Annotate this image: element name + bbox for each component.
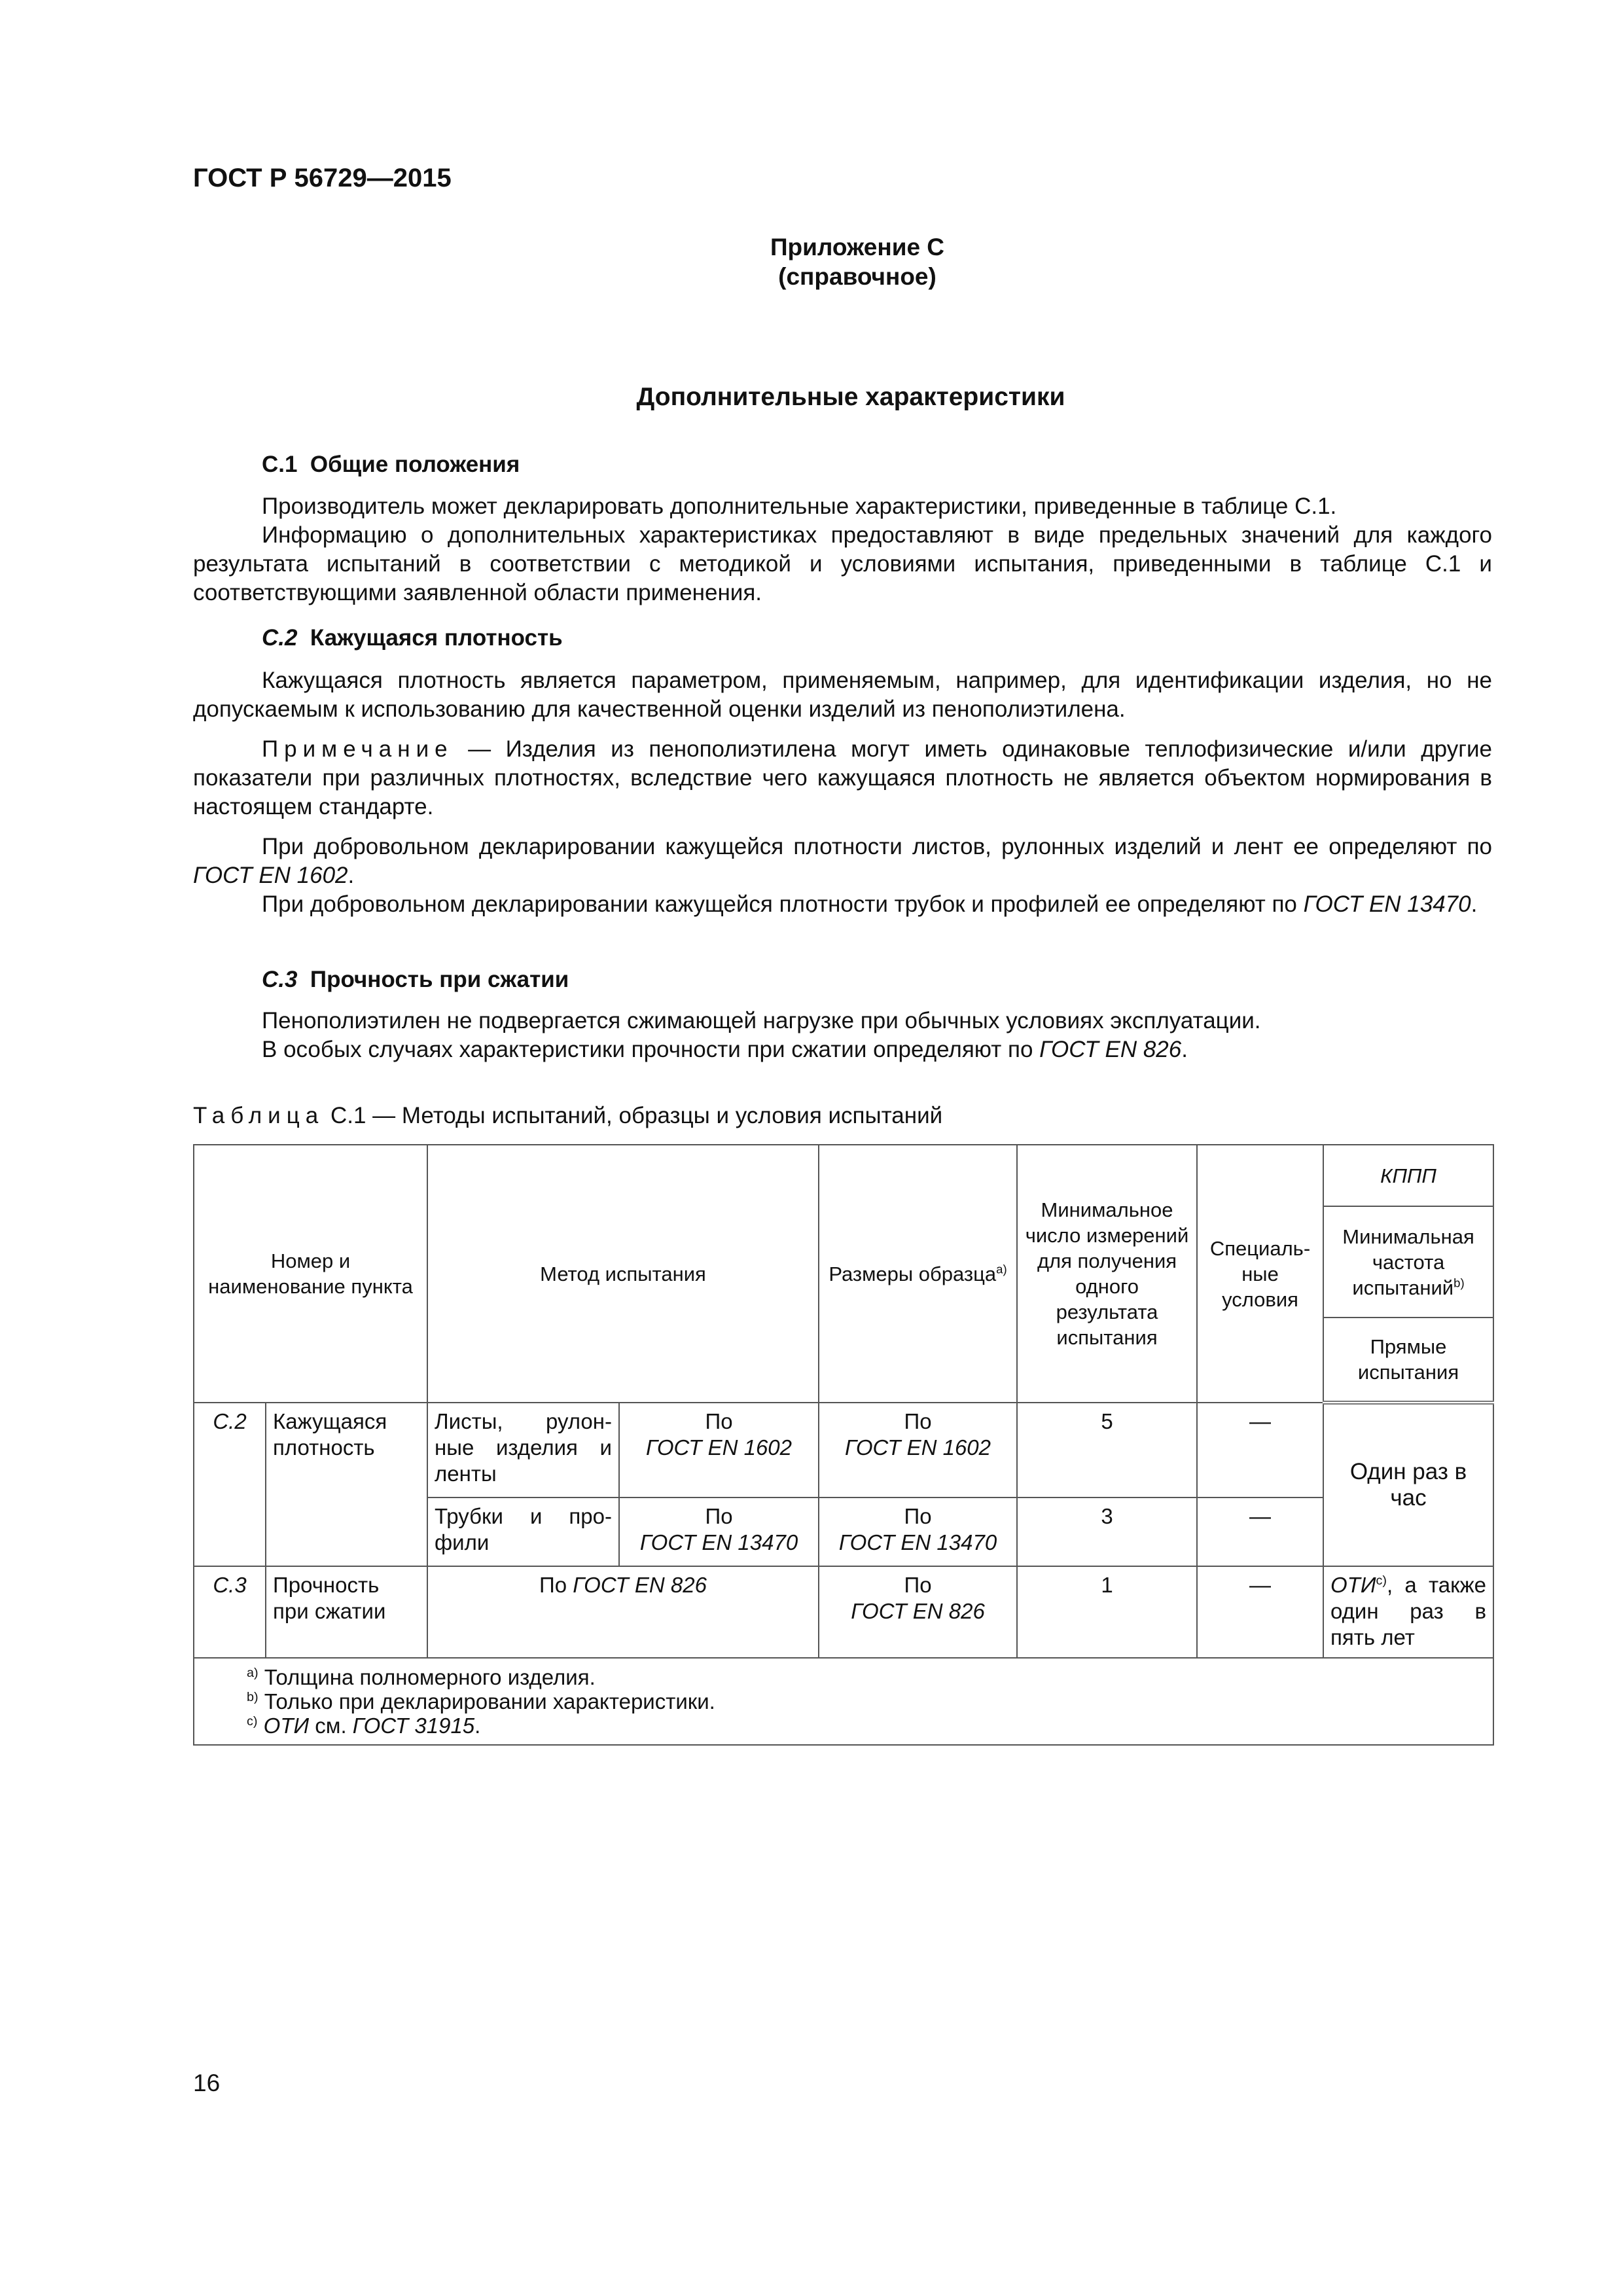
method-reference: ГОСТ EN 1602 xyxy=(646,1435,793,1460)
size-po: По xyxy=(904,1409,932,1433)
header-size-text: Размеры образца xyxy=(829,1262,997,1285)
paragraph-text: При добровольном декларировании кажущейся плотности трубок и профилей ее определяют по xyxy=(262,891,1304,917)
note-text: — Изделия из пенополиэтилена могут иметь одинаковые теплофизические и/или другие показатели при различных плотностях, вследствие чего кажущаяся плотность не является объектом нормирования в настоящем стандарте. xyxy=(193,736,1492,819)
paragraph-text: В особых случаях характеристики прочности при сжатии определяют по xyxy=(262,1037,1040,1062)
row-special: — xyxy=(1197,1566,1323,1658)
period: . xyxy=(1471,891,1478,917)
section-c3-number: С.3 xyxy=(262,967,298,992)
section-c2-title: Кажущаяся плотность xyxy=(310,625,563,651)
table-row xyxy=(194,1566,1493,1658)
standard-reference: ГОСТ 31915 xyxy=(352,1713,475,1738)
section-c2-note xyxy=(193,735,1492,821)
period: . xyxy=(348,863,355,888)
period: . xyxy=(474,1713,481,1738)
size-po: По xyxy=(904,1573,932,1597)
section-c3-paragraph-1: Пенополиэтилен не подвергается сжимающей нагрузке при обычных условиях эксплуатации. xyxy=(262,1008,1261,1033)
header-method: Метод испытания xyxy=(427,1145,819,1403)
section-c2-paragraph-2 xyxy=(193,833,1492,890)
footnote-b xyxy=(247,1689,1480,1713)
footnote-text: Толщина полномерного изделия. xyxy=(258,1665,596,1689)
row-number: С.3 xyxy=(194,1566,266,1658)
footnote-mark: а) xyxy=(996,1262,1007,1276)
table-row xyxy=(194,1403,1493,1498)
header-special: Специаль-ные условия xyxy=(1197,1145,1323,1403)
main-title: Дополнительные характеристики xyxy=(636,383,1065,411)
row-count: 5 xyxy=(1017,1403,1197,1498)
page-number: 16 xyxy=(193,2070,221,2096)
appendix-subtitle: (справочное) xyxy=(778,263,936,290)
row-count: 1 xyxy=(1017,1566,1197,1658)
section-c2-number: С.2 xyxy=(262,625,298,651)
header-kppp: КППП xyxy=(1323,1145,1493,1206)
row-size xyxy=(819,1498,1017,1566)
row-product: Трубки и про-фили xyxy=(427,1498,619,1566)
row-size xyxy=(819,1403,1017,1498)
row-method xyxy=(427,1566,819,1658)
oti-abbreviation: ОТИ xyxy=(257,1713,310,1738)
section-c3-body xyxy=(193,1007,1492,1064)
row-method xyxy=(619,1498,819,1566)
section-c2-body xyxy=(193,666,1492,919)
section-c1-heading xyxy=(262,452,520,478)
size-po: По xyxy=(904,1504,932,1528)
section-c1-title: Общие положения xyxy=(310,452,520,477)
row-frequency xyxy=(1323,1566,1493,1658)
method-po: По xyxy=(539,1573,573,1597)
footnote-a xyxy=(247,1665,1480,1689)
section-c1-paragraph-2: Информацию о дополнительных характеристиках предоставляют в виде предельных значений для каждого результата испытаний в соответствии с методикой и условиями испытания, приведенными в таблице С.1 и соответствующими заявленной области применения. xyxy=(193,522,1492,605)
frequency-text: , а также один раз в пять лет xyxy=(1330,1573,1487,1649)
footnote-c xyxy=(247,1713,1480,1738)
standard-reference: ГОСТ EN 1602 xyxy=(193,863,348,888)
appendix-title: Приложение С xyxy=(770,234,945,260)
size-reference: ГОСТ EN 1602 xyxy=(845,1435,991,1460)
table-caption-text: С.1 — Методы испытаний, образцы и условия испытаний xyxy=(324,1103,943,1128)
footnote-text: см. xyxy=(309,1713,353,1738)
section-c2-heading xyxy=(262,625,563,651)
section-c3-title: Прочность при сжатии xyxy=(310,967,569,992)
table-header-row xyxy=(194,1145,1493,1206)
method-reference: ГОСТ EN 826 xyxy=(573,1573,707,1597)
section-c1-body xyxy=(193,492,1492,607)
row-count: 3 xyxy=(1017,1498,1197,1566)
method-po: По xyxy=(705,1409,733,1433)
footnote-mark: b) xyxy=(1454,1276,1465,1290)
standard-reference: ГОСТ EN 826 xyxy=(1039,1037,1182,1062)
oti-abbreviation: ОТИ xyxy=(1330,1573,1376,1597)
standard-reference: ГОСТ EN 13470 xyxy=(1303,891,1471,917)
row-special: — xyxy=(1197,1498,1323,1566)
appendix-heading xyxy=(726,232,988,291)
table-footnotes-row xyxy=(194,1658,1493,1745)
row-name: Прочность при сжатии xyxy=(266,1566,427,1658)
paragraph-text: При добровольном декларировании кажущейся плотности листов, рулонных изделий и лент ее определяют по xyxy=(262,834,1492,859)
row-special: — xyxy=(1197,1403,1323,1498)
size-reference: ГОСТ EN 826 xyxy=(851,1599,985,1623)
section-c1-number: С.1 xyxy=(262,452,298,477)
period: . xyxy=(1181,1037,1188,1062)
header-min-freq xyxy=(1323,1206,1493,1318)
row-name: Кажущаяся плотность xyxy=(266,1403,427,1566)
standard-code: ГОСТ Р 56729—2015 xyxy=(193,164,452,192)
section-c1-paragraph-1: Производитель может декларировать дополнительные характеристики, приведенные в таблице С.1. xyxy=(262,493,1337,519)
row-method xyxy=(619,1403,819,1498)
method-po: По xyxy=(705,1504,733,1528)
section-c3-heading xyxy=(262,967,569,993)
row-size xyxy=(819,1566,1017,1658)
table-footnotes xyxy=(194,1658,1493,1745)
row-product: Листы, рулон-ные изделия и ленты xyxy=(427,1403,619,1498)
section-c3-paragraph-2 xyxy=(193,1035,1492,1064)
row-number: С.2 xyxy=(194,1403,266,1566)
table-caption xyxy=(193,1103,942,1129)
footnote-mark: а) xyxy=(247,1666,259,1680)
header-item: Номер и наименование пункта xyxy=(194,1145,427,1403)
header-direct: Прямые испытания xyxy=(1323,1318,1493,1403)
header-size xyxy=(819,1145,1017,1403)
row-frequency: Один раз в час xyxy=(1323,1403,1493,1566)
footnote-mark: c) xyxy=(1376,1573,1387,1588)
size-reference: ГОСТ EN 13470 xyxy=(838,1530,997,1554)
footnote-mark: b) xyxy=(247,1690,259,1704)
header-min-freq-text: Минимальная частота испытаний xyxy=(1342,1225,1474,1299)
note-label: Примечание xyxy=(262,736,454,762)
method-reference: ГОСТ EN 13470 xyxy=(639,1530,798,1554)
table-caption-label: Таблица xyxy=(193,1103,325,1128)
footnote-text: Только при декларировании характеристики. xyxy=(258,1689,715,1713)
footnote-mark: c) xyxy=(247,1714,258,1729)
header-min-count: Минимальное число измерений для получения одного результата испытания xyxy=(1017,1145,1197,1403)
section-c2-paragraph-1: Кажущаяся плотность является параметром, применяемым, например, для идентификации изделия, но не допускаемым к использованию для качественной оценки изделий из пенополиэтилена. xyxy=(193,668,1492,722)
section-c2-paragraph-3 xyxy=(193,890,1492,919)
test-methods-table xyxy=(193,1144,1494,1746)
